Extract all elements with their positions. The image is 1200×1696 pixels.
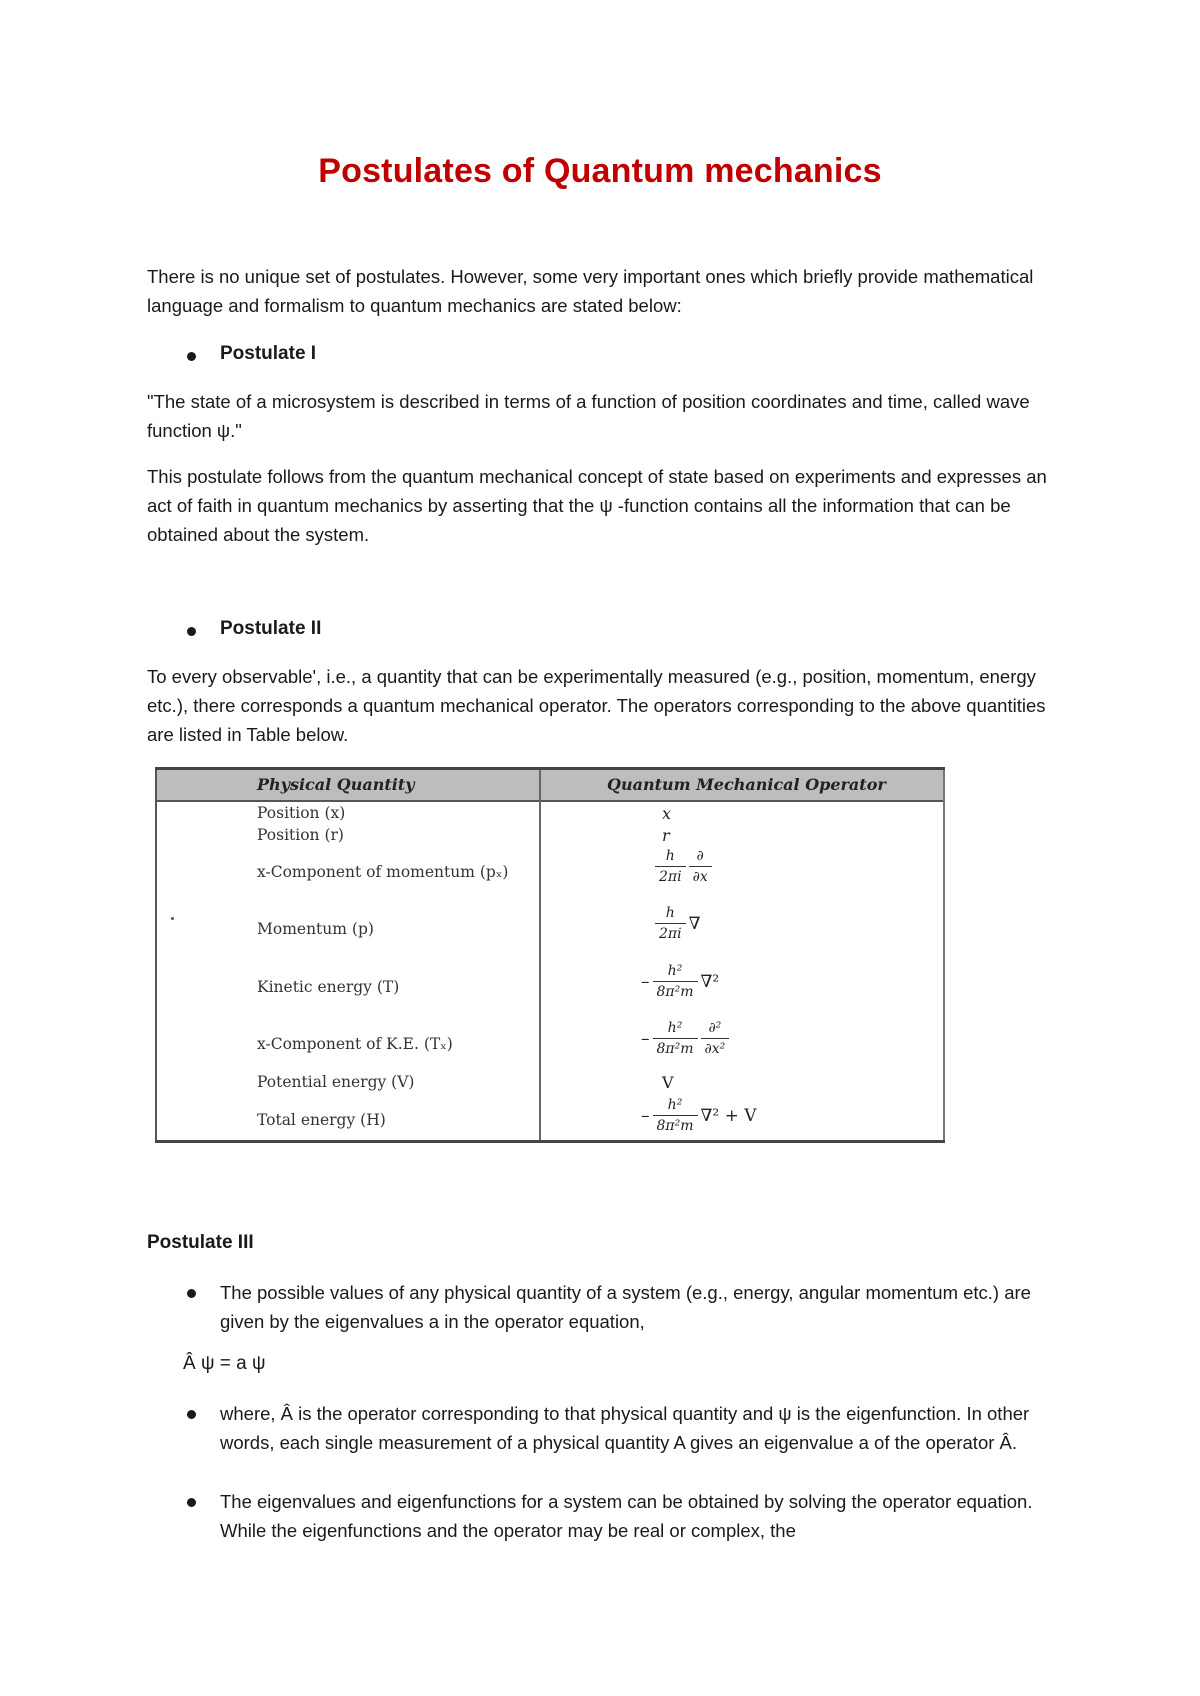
table-row-operator: – $\frac{\text{h²}}{\text{8π²m}}$ ∇² (641, 963, 720, 1000)
operator-fraction: $\frac{h}{2\pi i}$ (655, 846, 686, 887)
operator-fraction: $\frac{\text{∂²}}{\text{∂x²}}$ (701, 1018, 730, 1059)
operator-fraction: $\frac{\partial}{\partial x}$ (689, 846, 712, 887)
operator-equation: Â ψ = a ψ (183, 1353, 266, 1374)
scan-speck (171, 917, 174, 920)
table-row-operator: r (662, 826, 670, 845)
table-header-operator: Quantum Mechanical Operator (607, 775, 886, 794)
table-row-quantity: Momentum (p) (257, 920, 374, 938)
table-row-quantity: Position (x) (257, 804, 346, 822)
postulate-3-bullet-1: The possible values of any physical quantity of a system (e.g., energy, angular momentum etc.) are given by the eigenvalues a in the operator equation, (220, 1282, 1031, 1332)
table-row-quantity: Total energy (H) (257, 1111, 386, 1129)
operator-fraction: $\frac{\text{h²}}{\text{8π²m}}$ (653, 961, 698, 1002)
operator-fraction: $\frac{\text{h²}}{\text{8π²m}}$ (653, 1018, 698, 1059)
postulate-2-heading: Postulate II (220, 618, 322, 639)
postulate-1-heading: Postulate I (220, 343, 317, 364)
nabla-symbol: ∇ (688, 913, 701, 934)
operator-fraction: $\frac{\text{h²}}{\text{8π²m}}$ (653, 1095, 698, 1136)
table-row-operator: – $\frac{\text{h²}}{\text{8π²m}}$ $\frac{\text{∂²}}{\text{∂x²}}$ (641, 1018, 729, 1059)
laplacian-symbol: ∇² (700, 971, 720, 992)
postulate-2-text: To every observable', i.e., a quantity that can be experimentally measured (e.g., position, momentum, energy etc.), there corresponds a quantum mechanical operator. The operators corresponding to the above quantities are listed in Table below. (147, 666, 1046, 745)
bullet-dot (187, 1289, 196, 1298)
postulate-1-explanation: This postulate follows from the quantum mechanical concept of state based on experiments and expresses an act of faith in quantum mechanics by asserting that the ψ -function contains all the information that can be obtained about the system. (147, 466, 1047, 545)
laplacian-symbol: ∇² + V (700, 1105, 757, 1126)
operator-table (155, 767, 945, 1145)
table-row-operator: x (662, 804, 672, 823)
table-row-quantity: Potential energy (V) (257, 1073, 415, 1091)
postulate-3-heading: Postulate III (147, 1232, 254, 1253)
page-title: Postulates of Quantum mechanics (318, 152, 882, 190)
intro-paragraph: There is no unique set of postulates. However, some very important ones which briefly provide mathematical language and formalism to quantum mechanics are stated below: (147, 266, 1034, 316)
table-row-operator: – $\frac{\text{h²}}{\text{8π²m}}$ ∇² + V (641, 1097, 757, 1134)
bullet-dot (187, 1498, 196, 1507)
bullet-dot (187, 352, 196, 361)
table-row-quantity: x-Component of K.E. (Tₓ) (257, 1035, 453, 1053)
table-row-operator (655, 903, 700, 944)
table-row-quantity: Kinetic energy (T) (257, 978, 400, 996)
postulate-3-bullet-2: where, Â is the operator corresponding to that physical quantity and ψ is the eigenfunction. In other words, each single measurement of a physical quantity A gives an eigenvalue a of the operator Â. (220, 1403, 1030, 1453)
bullet-dot (187, 627, 196, 636)
table-row-quantity: Position (r) (257, 826, 344, 844)
table-row-operator: V (662, 1073, 674, 1092)
postulate-3-bullet-3: The eigenvalues and eigenfunctions for a system can be obtained by solving the operator equation. While the eigenfunctions and the operator may be real or complex, the (220, 1491, 1033, 1541)
bullet-dot (187, 1410, 196, 1419)
table-header-quantity: Physical Quantity (257, 775, 415, 794)
table-row-quantity: x-Component of momentum (pₓ) (257, 863, 509, 881)
table-row-operator (655, 846, 712, 887)
postulate-1-quote: "The state of a microsystem is described in terms of a function of position coordinates and time, called wave function ψ." (147, 391, 1030, 441)
operator-fraction: $\frac{h}{2\pi i}$ (655, 903, 686, 944)
